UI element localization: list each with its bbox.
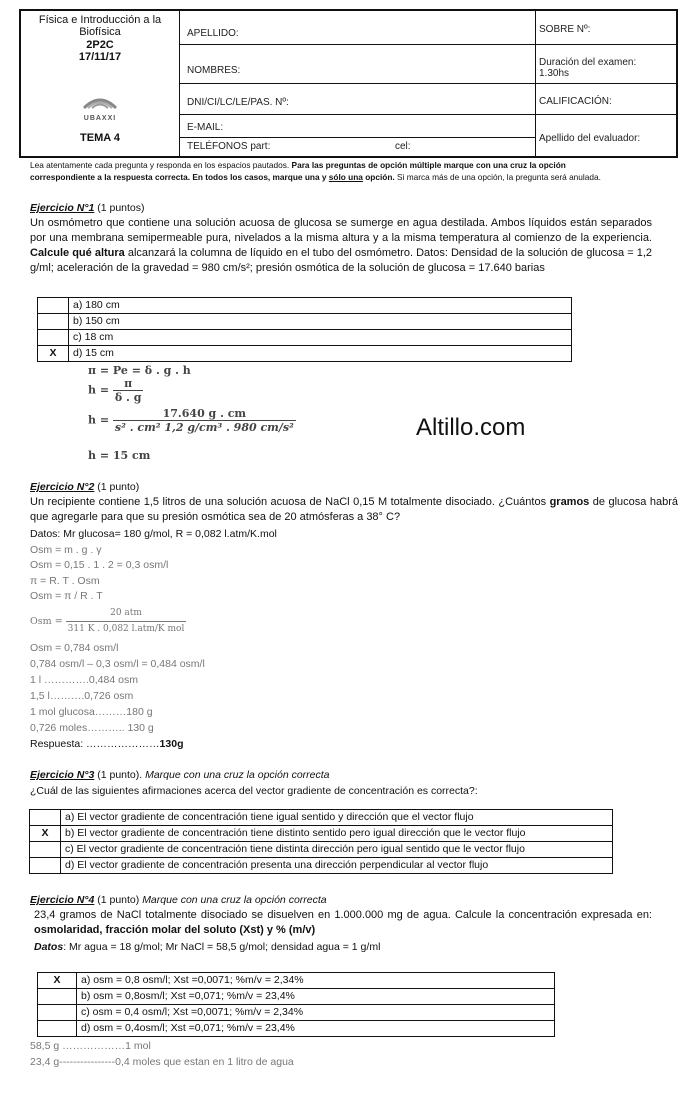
- course-code: 2P2C: [86, 39, 114, 51]
- ej3-option-c[interactable]: c) El vector gradiente de concentración tiene distinta dirección pero igual sentido que le vector flujo: [30, 842, 613, 858]
- apellido-field[interactable]: APELLIDO:: [187, 28, 239, 39]
- ej4-option-c[interactable]: c) osm = 0,4 osm/l; Xst =0,0071; %m/v = 2,34%: [38, 1005, 555, 1021]
- course-name-line2: Biofísica: [79, 26, 121, 38]
- ej1-heading: Ejercicio N°1 (1 puntos): [30, 202, 145, 214]
- ej4-data: Datos: Mr agua = 18 g/mol; Mr NaCl = 58,5 g/mol; densidad agua = 1 g/ml: [34, 941, 381, 953]
- ubaxxi-logo: [76, 90, 124, 112]
- ej2-calc-line: 1 l ………….0,484 osm: [30, 674, 138, 686]
- ej2-osm-fraction: Osm = $\frac{\text{20 atm}}{\text{311 K . 0,082 l.atm/K mol}}$: [30, 608, 185, 634]
- instructions: Lea atentamente cada pregunta y responda en los espacios pautados. Para las preguntas de opción múltiple marque con una cruz la opción correspondiente a la respuesta correcta. En todos los casos, marque una y sólo una opción. Si marca más de una opción, la pregunta será anulada.: [30, 160, 601, 182]
- ej2-statement: Un recipiente contiene 1,5 litros de una solución acuosa de NaCl 0,15 M totalmente disociado. ¿Cuántos gramos de glucosa habrá que agregarle para que su presión osmótica sea de 20 atmósferas a 38° C?: [30, 496, 678, 523]
- ej1-formula-1: π = Pe = δ . g . h: [88, 364, 191, 377]
- ej2-calc-line: Osm = 0,784 osm/l: [30, 642, 119, 654]
- ej4-calc-line: 23,4 g----------------0,4 moles que estan en 1 litro de agua: [30, 1056, 294, 1068]
- ej3-question: ¿Cuál de las siguientes afirmaciones acerca del vector gradiente de concentración es correcta?:: [30, 785, 478, 797]
- duracion-value: 1.30hs: [539, 68, 570, 79]
- ej2-calc-line: 1 mol glucosa………180 g: [30, 706, 153, 718]
- ej2-calc-line: 0,726 moles……….. 130 g: [30, 722, 154, 734]
- ej3-option-d[interactable]: d) El vector gradiente de concentración presenta una dirección perpendicular al vector flujo: [30, 858, 613, 874]
- ej2-answer: Respuesta: …………………130g: [30, 738, 184, 750]
- ej1-formula-2: h = $\frac{\pi}{\delta . g}$: [88, 377, 142, 404]
- cel-field[interactable]: cel:: [395, 141, 411, 152]
- ej1-formula-3: h = $\frac{17.640 g . cm}{\text{s² . cm² 1,2 g/cm³ . 980 cm/s²}}$: [88, 407, 294, 434]
- ej2-heading: Ejercicio N°2 (1 punto): [30, 481, 140, 493]
- ej2-calc-line: Osm = π / R . T: [30, 590, 103, 602]
- ej1-option-a[interactable]: a) 180 cm: [38, 298, 572, 314]
- ej2-calc-line: Osm = 0,15 . 1 . 2 = 0,3 osm/l: [30, 559, 169, 571]
- ej3-option-b[interactable]: X b) El vector gradiente de concentración tiene distinto sentido pero igual dirección que le vector flujo: [30, 826, 613, 842]
- dni-field[interactable]: DNI/CI/LC/LE/PAS. Nº:: [187, 97, 289, 108]
- ej1-options: [37, 297, 572, 362]
- ej2-calc-line: Osm = m . g . γ: [30, 544, 102, 556]
- ej4-options: [37, 972, 555, 1037]
- ej4-option-b[interactable]: b) osm = 0,8osm/l; Xst =0,071; %m/v = 23,4%: [38, 989, 555, 1005]
- ej4-heading: Ejercicio N°4 (1 punto) Marque con una cruz la opción correcta: [30, 894, 327, 906]
- ej3-option-a[interactable]: a) El vector gradiente de concentración tiene igual sentido y dirección que el vector flujo: [30, 810, 613, 826]
- duracion-label: Duración del examen:: [539, 57, 637, 68]
- ej1-option-c[interactable]: c) 18 cm: [38, 330, 572, 346]
- watermark: Altillo.com: [416, 414, 526, 441]
- ej4-calc-line: 58,5 g ………………1 mol: [30, 1040, 151, 1052]
- email-field[interactable]: E-MAIL:: [187, 122, 224, 133]
- ej3-options: [29, 809, 613, 874]
- ej1-option-b[interactable]: b) 150 cm: [38, 314, 572, 330]
- ej2-calc-line: 0,784 osm/l – 0,3 osm/l = 0,484 osm/l: [30, 658, 205, 670]
- calificacion-field[interactable]: CALIFICACIÓN:: [539, 96, 612, 107]
- ej4-option-a[interactable]: X a) osm = 0,8 osm/l; Xst =0,0071; %m/v = 2,34%: [38, 973, 555, 989]
- evaluador-field[interactable]: Apellido del evaluador:: [539, 133, 641, 144]
- ej2-data: Datos: Mr glucosa= 180 g/mol, R = 0,082 l.atm/K.mol: [30, 528, 277, 540]
- ej2-calc-line: π = R. T . Osm: [30, 575, 100, 587]
- telefonos-field[interactable]: TELÉFONOS part:: [187, 141, 271, 152]
- sobre-field[interactable]: SOBRE Nº:: [539, 24, 591, 35]
- nombres-field[interactable]: NOMBRES:: [187, 65, 241, 76]
- ej1-option-d[interactable]: X d) 15 cm: [38, 346, 572, 362]
- course-name-line1: Física e Introducción a la: [38, 14, 162, 26]
- tema-label: TEMA 4: [80, 132, 120, 144]
- ej4-statement: 23,4 gramos de NaCl totalmente disociado se disuelven en 1.000.000 mg de agua. Calcule la concentración expresada en: osmolaridad, fracción molar del soluto (Xst) y % (m/v): [34, 909, 652, 936]
- exam-date: 17/11/17: [78, 51, 122, 63]
- ej3-heading: Ejercicio N°3 (1 punto). Marque con una cruz la opción correcta: [30, 769, 330, 781]
- logo-text: UBAXXI: [83, 115, 117, 122]
- ej1-result: h = 15 cm: [88, 449, 151, 462]
- ej4-option-d[interactable]: d) osm = 0,4osm/l; Xst =0,071; %m/v = 23,4%: [38, 1021, 555, 1037]
- exam-header: [19, 9, 678, 158]
- ej2-calc-line: 1,5 l……….0,726 osm: [30, 690, 134, 702]
- ej1-statement: Un osmómetro que contiene una solución acuosa de glucosa se sumerge en agua destilada. Ambos líquidos están separados por una membrana semipermeable pura, nivelados a la misma altura y a la misma temperatura al comienzo de la experiencia. Calcule qué altura alcanzará la columna de líquido en el tubo del osmómetro. Datos: Densidad de la solución de glucosa = 1,2 g/ml; aceleración de la gravedad = 980 cm/s²; presión osmótica de la solución de glucosa = 17.640 barias: [30, 217, 652, 274]
